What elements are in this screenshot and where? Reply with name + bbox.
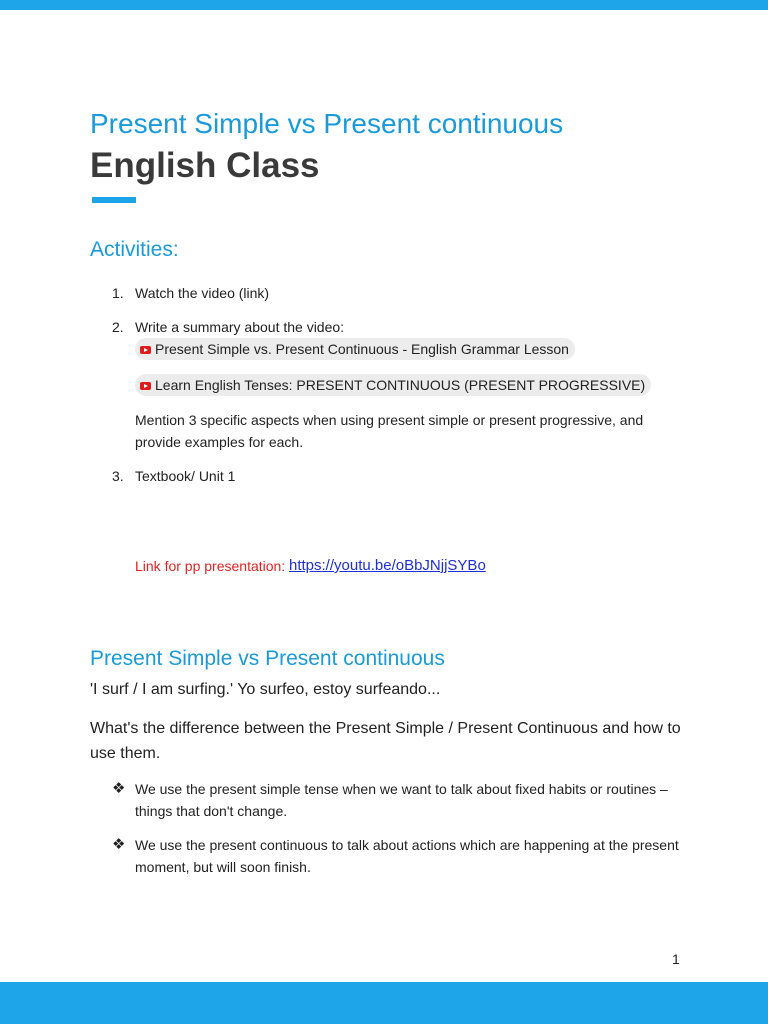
- list-number-1: 1.: [112, 285, 124, 301]
- video-chip-label: Present Simple vs. Present Continuous - English Grammar Lesson: [155, 341, 569, 357]
- bullet-present-continuous: We use the present continuous to talk about actions which are happening at the present moment, but will soon finish.: [135, 837, 679, 875]
- presentation-link[interactable]: https://youtu.be/oBbJNjjSYBo: [289, 557, 486, 574]
- diamond-bullet-icon: ❖: [112, 780, 126, 797]
- diamond-bullet-icon: ❖: [112, 836, 126, 853]
- list-item-watch-video: Watch the video (link): [135, 285, 270, 301]
- video-chip-present-simple[interactable]: [135, 338, 575, 360]
- video-chip-label: Learn English Tenses: PRESENT CONTINUOUS (PRESENT PROGRESSIVE): [155, 377, 646, 393]
- youtube-icon: [140, 382, 151, 390]
- list-item-summary: Write a summary about the video:: [135, 319, 345, 335]
- page-title: English Class: [90, 146, 320, 185]
- list-item-textbook: Textbook/ Unit 1: [135, 468, 236, 484]
- summary-instructions: Mention 3 specific aspects when using present simple or present progressive, and provide examples for each.: [135, 412, 644, 450]
- bottom-accent-bar: [0, 982, 768, 1024]
- list-number-3: 3.: [112, 468, 124, 484]
- section-question: What's the difference between the Present Simple / Present Continuous and how to use them.: [90, 720, 681, 762]
- youtube-icon: [140, 346, 151, 354]
- page-subtitle: Present Simple vs Present continuous: [90, 108, 564, 139]
- section-heading: Present Simple vs Present continuous: [90, 647, 445, 670]
- top-accent-bar: [0, 0, 768, 10]
- list-number-2: 2.: [112, 319, 124, 335]
- presentation-link-label: Link for pp presentation:: [135, 558, 286, 574]
- title-underline: [92, 197, 136, 203]
- page-number: 1: [672, 951, 680, 967]
- section-quote: 'I surf / I am surfing.' Yo surfeo, estoy surfeando...: [90, 681, 441, 698]
- activities-heading: Activities:: [90, 238, 179, 261]
- video-chip-present-continuous[interactable]: [135, 374, 651, 396]
- bullet-present-simple: We use the present simple tense when we want to talk about fixed habits or routines – things that don't change.: [135, 781, 668, 819]
